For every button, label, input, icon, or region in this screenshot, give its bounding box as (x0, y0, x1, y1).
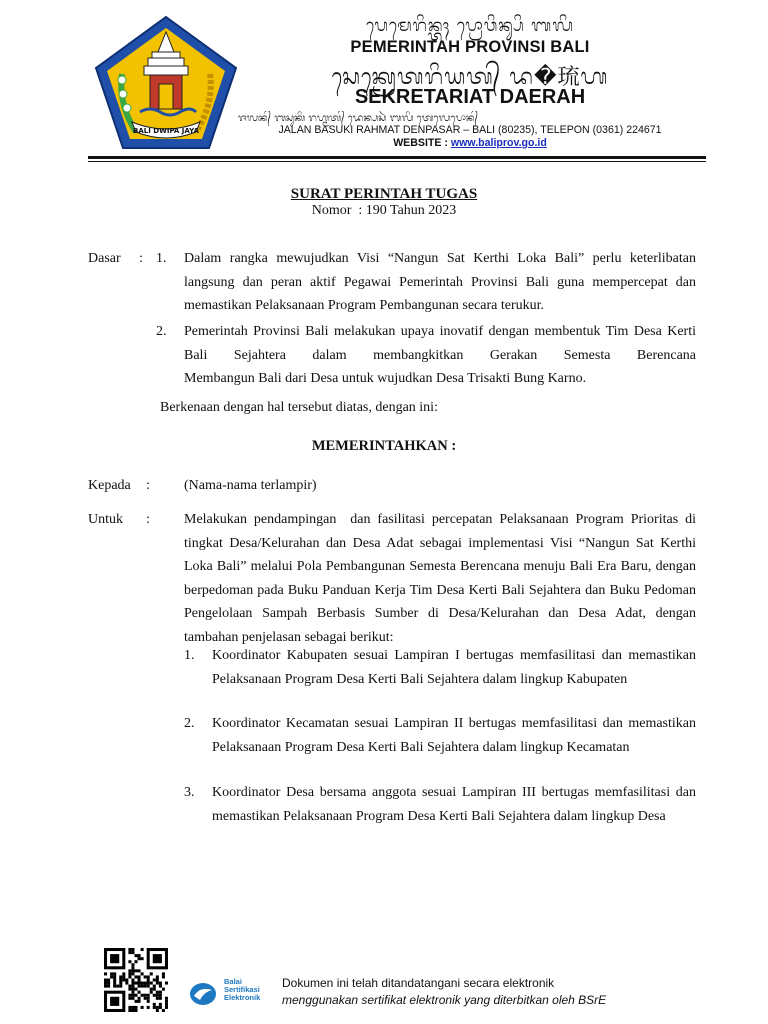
letterhead-rule-thick (88, 156, 706, 159)
untuk-colon: : (146, 512, 150, 527)
bali-province-emblem (92, 14, 240, 152)
dasar-colon: : (139, 251, 143, 266)
letterhead-rule-thin (88, 161, 706, 162)
bsre-name: Balai Sertifikasi Elektronik (224, 977, 261, 1002)
berkenaan-statement: Berkenaan dengan hal tersebut diatas, dengan ini: (160, 400, 438, 415)
untuk-list-item-1-text: Koordinator Kabupaten sesuai Lampiran I bertugas memfasilitasi dan memastikan Pelaksanaan Program Desa Kerti Bali Sejahtera dalam lingkup Kabupaten (212, 648, 696, 687)
untuk-list-item-3-text: Koordinator Desa bersama anggota sesuai Lampiran III bertugas memfasilitasi dan memastikan Pelaksanaan Program Desa Kerti Bali Sejahtera dalam lingkup Desa (212, 785, 696, 824)
dasar-item-2-text: Pemerintah Provinsi Bali melakukan upaya inovatif dengan membentuk Tim Desa Kerti Bali Sejahtera dalam membangkitkan Gerakan Semesta Berencana (184, 324, 696, 363)
department-name: SEKRETARIAT DAERAH (354, 86, 586, 108)
qr-code (104, 948, 168, 1012)
balinese-script-address: ᬚᬮᬦ᭄ ᬩᬲᬸᬓᬶ ᬭᬳ᭄ᬫᬢ᭄ ᬤᬾᬦ᭄ᬧᬲᬃ ᬩᬮᬶ ᬢᬾᬮᬾᬧᭀᬦ᭄ (238, 113, 478, 124)
document-number: Nomor : 190 Tahun 2023 (311, 203, 457, 218)
untuk-label: Untuk (88, 512, 123, 527)
dasar-item-1-number: 1. (156, 251, 167, 266)
dasar-item-1-text: Dalam rangka mewujudkan Visi “Nangun Sat Kerthi Loka Bali” perlu keterlibatan langsung dan peran aktif Pegawai Pemerintah Provinsi Bali guna mempercepat dan memastikan Pelaksanaan Program Pembangunan secara terukur. (184, 251, 696, 313)
untuk-list-item-1-number: 1. (184, 648, 195, 663)
untuk-list-item-2-number: 2. (184, 716, 195, 731)
e-signature-notice-line-2: menggunakan sertifikat elektronik yang diterbitkan oleh BSrE (282, 993, 607, 1007)
website-label: WEBSITE : (393, 137, 448, 149)
kepada-colon: : (146, 478, 150, 493)
memerintahkan-heading: MEMERINTAHKAN : (311, 438, 457, 454)
balinese-script-line-2: ᬲᬾᬓ᭄ᬭᬾᬢᬭᬶᬬᬢ᭄ ᬤ�琉ᬳ (331, 65, 609, 90)
untuk-list-item-3-number: 3. (184, 785, 195, 800)
dasar-label: Dasar (88, 251, 121, 266)
website-line (230, 137, 710, 149)
office-address: JALAN BASUKI RAHMAT DENPASAR – BALI (80235), TELEPON (0361) 224671 (278, 124, 662, 136)
kepada-value: (Nama-nama terlampir) (184, 478, 317, 493)
website-link[interactable]: www.baliprov.go.id (450, 137, 547, 149)
untuk-list-item-2-text: Koordinator Kecamatan sesuai Lampiran II bertugas memfasilitasi dan memastikan Pelaksanaan Program Desa Kerti Bali Sejahtera dalam lingkup Kecamatan (212, 716, 696, 755)
kepada-label: Kepada (88, 478, 131, 493)
balinese-script-line-1: ᬧᬾᬫᬾᬭᬶᬦ᭄ᬢᬄ ᬧ᭄ᬭᭀᬯᬶᬦ᭄ᬲᬶ ᬩᬮᬶ (365, 16, 574, 36)
dasar-item-2-number: 2. (156, 324, 167, 339)
e-signature-notice-line-1: Dokumen ini telah ditandatangani secara elektronik (282, 976, 555, 990)
untuk-text: Melakukan pendampingan dan fasilitasi percepatan Pelaksanaan Program Prioritas di tingkat Desa/Kelurahan dan Desa Adat sebagai implementasi Visi “Nangun Sat Kerthi Loka Bali” melalui Pola Pembangunan Semesta Berencana menuju Bali Era Baru, dengan berpedoman pada Buku Panduan Kerja Tim Desa Kerti Bali Sejahtera dan Buku Pedoman Pengelolaan Sampah Berbasis Sumber di Desa/Kelurahan dan Desa Adat, dengan tambahan penjelasan sebagai berikut: (184, 512, 700, 645)
document-title: SURAT PERINTAH TUGAS (290, 186, 478, 202)
emblem-motto: BALI DWIPA JAYA (133, 127, 199, 135)
organization-name: PEMERINTAH PROVINSI BALI (350, 38, 590, 56)
bsre-logo-icon (188, 982, 220, 1006)
dasar-item-2-last-line: Membangun Bali dari Desa untuk wujudkan Desa Trisakti Bung Karno. (184, 371, 587, 386)
